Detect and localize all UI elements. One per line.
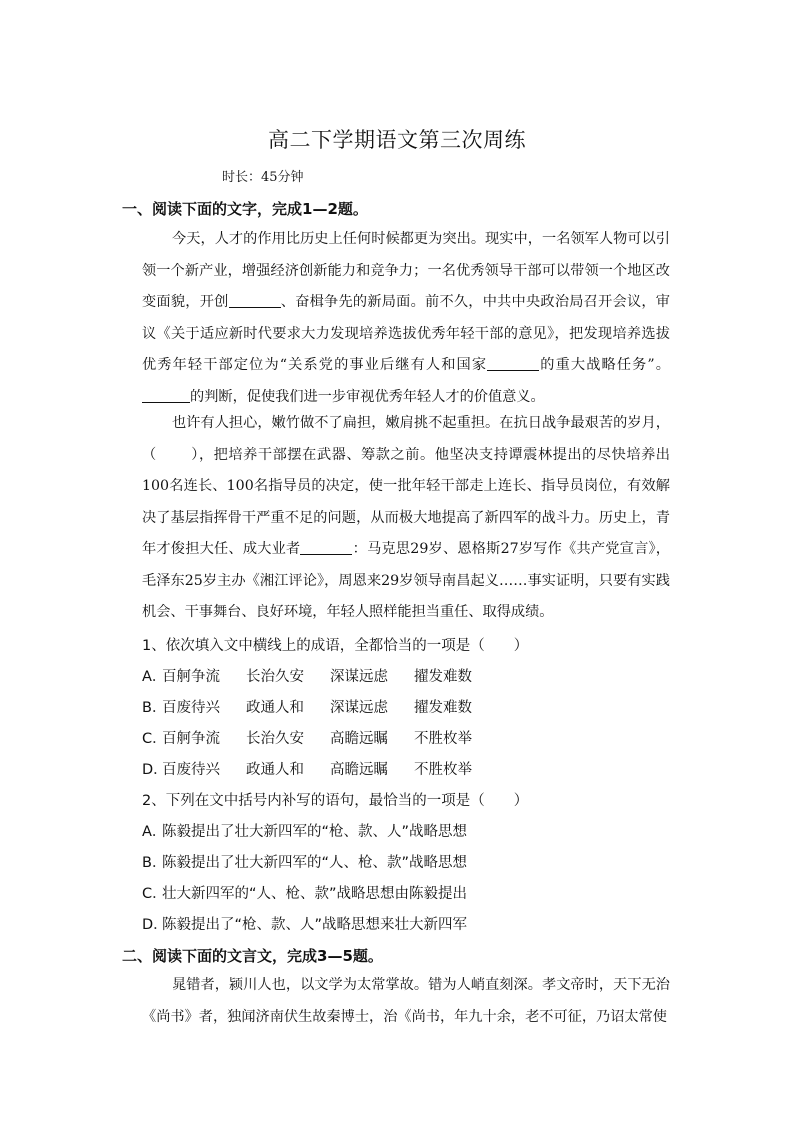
page-title: 高二下学期语文第三次周练 <box>268 128 526 152</box>
passage-1-paragraph-1 <box>142 224 670 413</box>
q2-option-c <box>142 882 467 903</box>
option-item: 百废待兴 <box>162 700 220 716</box>
duration-label: 时长：45分钟 <box>222 170 304 185</box>
option-item: 长治久安 <box>246 669 304 685</box>
option-item: 百舸争流 <box>162 731 220 747</box>
section-2-heading: 二、阅读下面的文言文，完成3—5题。 <box>122 947 383 965</box>
question-1: 1、依次填入文中横线上的成语，全都恰当的一项是（ ） <box>142 638 529 654</box>
text-run: 的判断，促使我们进一步审视优秀年轻人才的价值意义。 <box>190 388 545 405</box>
q1-option-b <box>142 696 498 717</box>
option-text: 陈毅提出了“枪、款、人”战略思想来壮大新四军 <box>162 917 468 933</box>
option-item: 政通人和 <box>246 762 304 778</box>
option-text: 壮大新四军的“人、枪、款”战略思想由陈毅提出 <box>162 886 468 902</box>
option-item: 不胜枚举 <box>414 762 472 778</box>
text-run: ：马克思29岁、恩格斯27岁写作《共产党宣言》，毛泽东25岁主办《湘江评论》，周恩来29岁领导南昌起义……事实证明，只要有实践机会、干事舞台、良好环境，年轻人照样能担当重任、取得成绩。 <box>142 541 670 620</box>
option-item: 长治久安 <box>246 731 304 747</box>
text-run: ），把培养干部摆在武器、筹款之前。他坚决支持谭震林提出的尽快培养出100名连长、100名指导员的决定，使一批年轻干部走上连长、指导员岗位，有效解决了基层指挥骨干严重不足的问题，从而极大地提高了新四军的战斗力。历史上，青年才俊担大任、成大业者 <box>142 446 670 557</box>
passage-2-paragraph-1: 晁错者，颍川人也，以文学为太常掌故。错为人峭直刻深。孝文帝时，天下无治《尚书》者，独闻济南伏生故秦博士，治《尚书，年九十余，老不可征，乃诏太常使 <box>142 977 670 1025</box>
fill-blank <box>229 293 281 308</box>
option-item: 高瞻远瞩 <box>330 731 388 747</box>
option-item: 百废待兴 <box>162 762 220 778</box>
q1-option-d <box>142 758 498 779</box>
option-item: 不胜枚举 <box>414 731 472 747</box>
q2-option-a <box>142 820 467 841</box>
option-item: 深谋远虑 <box>330 669 388 685</box>
fill-blank <box>142 387 190 402</box>
text-run: 也许有人担心，嫩竹做不了扁担，嫩肩挑不起重担。在抗日战争最艰苦的岁月，（ <box>142 415 670 463</box>
option-item: 政通人和 <box>246 700 304 716</box>
option-letter: A． <box>142 824 167 840</box>
q1-option-a <box>142 665 498 686</box>
passage-1-paragraph-2 <box>142 408 670 629</box>
fill-blank <box>300 540 352 555</box>
option-letter: D． <box>142 762 168 778</box>
q2-option-d <box>142 913 467 934</box>
option-letter: B． <box>142 700 167 716</box>
text-run: 今天，人才的作用比历史上任何时候都更为突出。现实中，一名领军人物可以引领一个新产业，增强经济创新能力和竞争力；一名优秀领导干部可以带领一个地区改变面貌，开创 <box>142 231 670 310</box>
question-2: 2、下列在文中括号内补写的语句，最恰当的一项是（ ） <box>142 793 529 809</box>
text-run: 的重大战略任务”。 <box>539 357 670 373</box>
option-letter: C． <box>142 731 167 747</box>
fill-blank <box>487 356 539 371</box>
q2-option-b <box>142 851 467 872</box>
option-letter: A． <box>142 669 167 685</box>
q1-option-c <box>142 727 498 748</box>
option-item: 擢发难数 <box>414 669 472 685</box>
option-item: 擢发难数 <box>414 700 472 716</box>
section-1-heading: 一、阅读下面的文字，完成1—2题。 <box>122 200 368 218</box>
text-run: 、奋楫争先的新局面。前不久，中共中央政治局召开会议，审议《关于适应新时代要求大力发现培养选拔优秀年轻干部的意见》，把发现培养选拔优秀年轻干部定位为“关系党的事业后继有人和国家 <box>142 294 670 373</box>
option-letter: B． <box>142 855 167 871</box>
option-text: 陈毅提出了壮大新四军的“人、枪、款”战略思想 <box>162 855 468 871</box>
option-item: 深谋远虑 <box>330 700 388 716</box>
option-letter: C． <box>142 886 167 902</box>
option-letter: D． <box>142 917 168 933</box>
option-text: 陈毅提出了壮大新四军的“枪、款、人”战略思想 <box>162 824 468 840</box>
option-item: 高瞻远瞩 <box>330 762 388 778</box>
option-item: 百舸争流 <box>162 669 220 685</box>
